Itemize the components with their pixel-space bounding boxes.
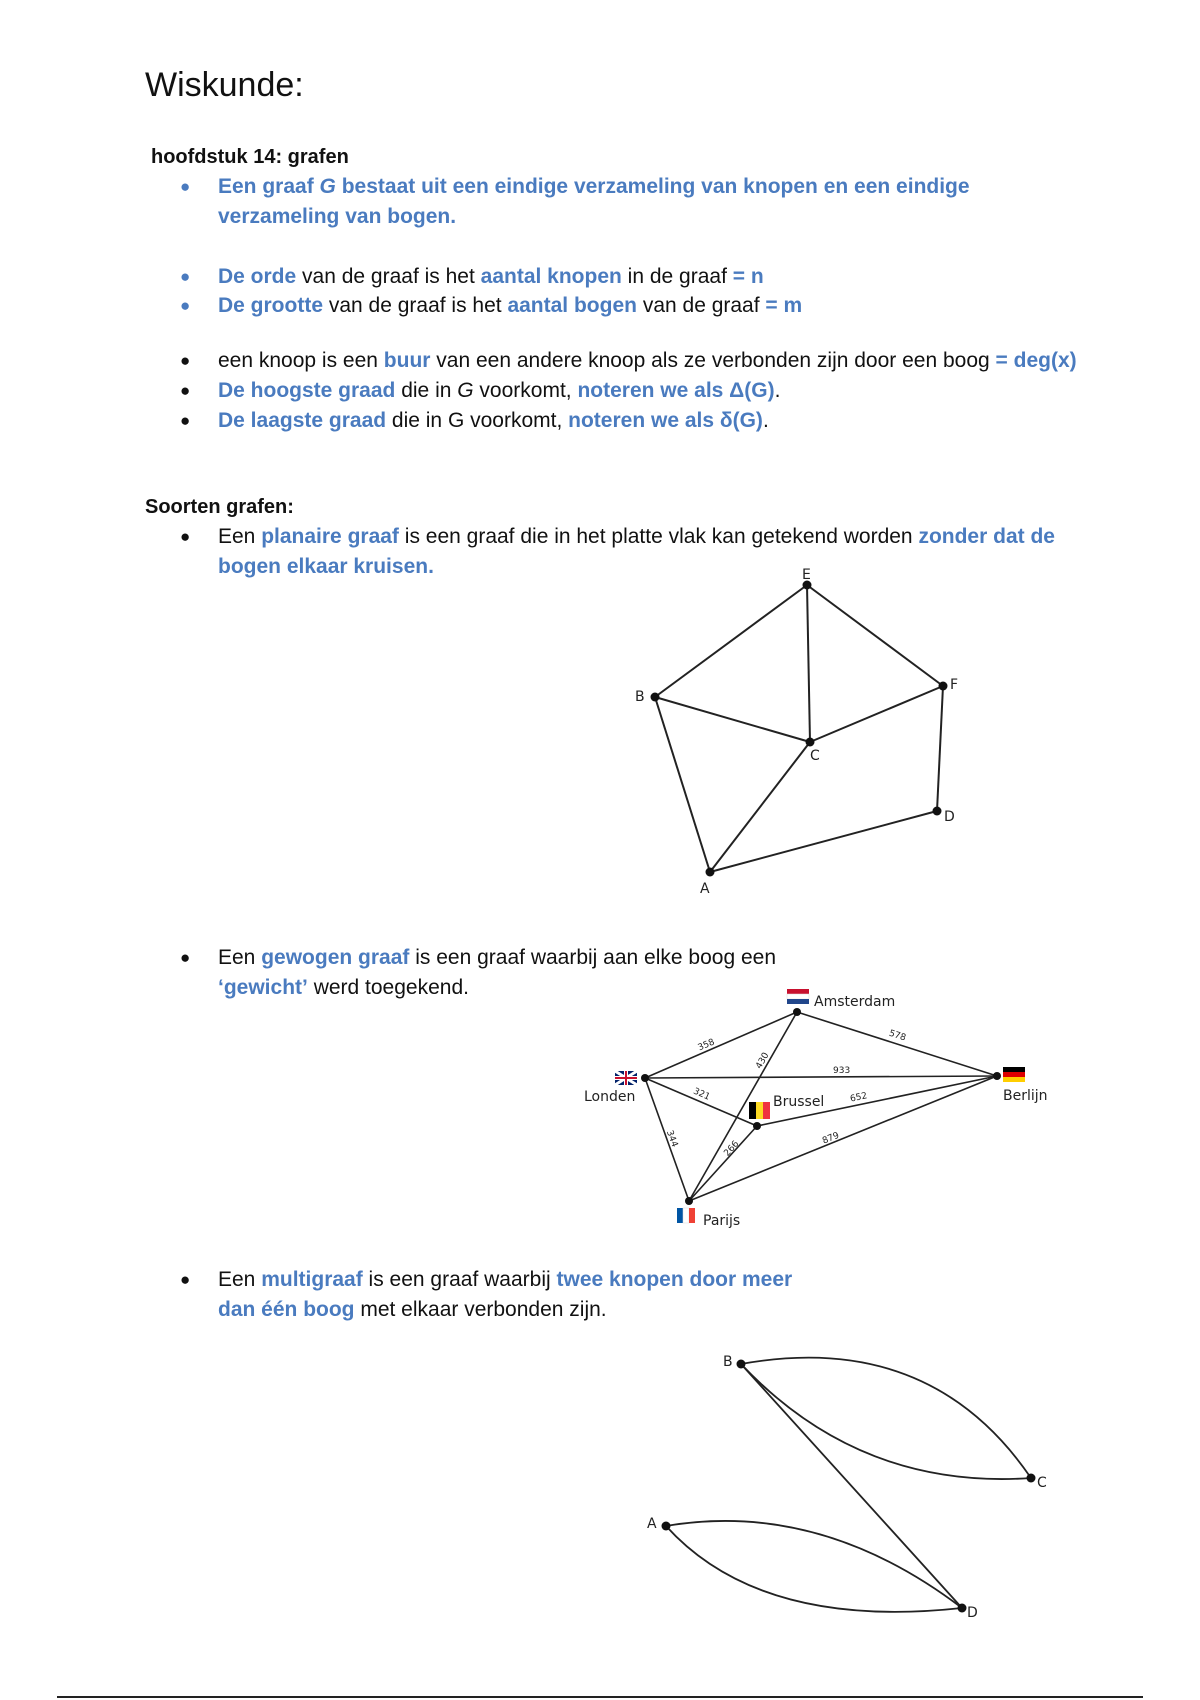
node-label-a: A	[700, 881, 710, 897]
weight-label: 321	[691, 1086, 712, 1103]
list-item: ● De grootte van de graaf is het aantal bogen van de graaf = m	[180, 291, 1080, 320]
weight-label: 652	[849, 1091, 869, 1105]
list-item: ● De orde van de graaf is het aantal knopen in de graaf = n	[180, 262, 1080, 291]
list-item: ● De hoogste graad die in G voorkomt, noteren we als Δ(G).	[180, 376, 1080, 406]
section-heading-soorten: Soorten grafen:	[145, 496, 294, 518]
node-label-e: E	[802, 567, 811, 583]
weight-label: 879	[821, 1130, 841, 1147]
list-item: ● Een multigraaf is een graaf waarbij twee knopen door meer dan één boog met elkaar verbonden zijn.	[180, 1265, 800, 1325]
edge-b-c-lower	[741, 1364, 1031, 1479]
list-item: ● Een graaf G bestaat uit een eindige verzameling van knopen en een eindige verzameling van bogen.	[180, 172, 1080, 232]
node-a	[662, 1522, 671, 1531]
bullet-icon: ●	[180, 411, 191, 430]
city-label-berlijn: Berlijn	[1003, 1088, 1048, 1104]
bullet-icon: ●	[180, 177, 191, 196]
node-label-c: C	[1037, 1475, 1047, 1491]
weight-label: 358	[696, 1037, 717, 1054]
node-label-b: B	[723, 1354, 733, 1370]
list-item: ● Een gewogen graaf is een graaf waarbij aan elke boog een ‘gewicht’ werd toegekend.	[180, 943, 800, 1003]
footer-divider	[57, 1696, 1143, 1698]
bullet-icon: ●	[180, 351, 191, 370]
weight-label: 344	[663, 1129, 680, 1149]
city-label-parijs: Parijs	[703, 1213, 741, 1229]
weight-label: 578	[887, 1028, 907, 1044]
weight-label: 933	[833, 1066, 851, 1076]
chapter-heading: hoofdstuk 14: grafen	[151, 146, 349, 168]
node-c	[1027, 1474, 1036, 1483]
node-label-d: D	[944, 809, 955, 825]
page-title: Wiskunde:	[145, 66, 304, 104]
node-label-a: A	[647, 1516, 657, 1532]
node-label-f: F	[950, 677, 959, 693]
node-b	[737, 1360, 746, 1369]
bullet-icon: ●	[180, 267, 191, 286]
node-label-b: B	[635, 689, 645, 705]
weight-label: 266	[722, 1139, 742, 1159]
node-label-d: D	[967, 1605, 978, 1621]
weight-label: 430	[754, 1051, 772, 1071]
bullet-icon: ●	[180, 1270, 191, 1289]
node-label-c: C	[810, 748, 820, 764]
list-item: ● De laagste graad die in G voorkomt, noteren we als δ(G).	[180, 406, 1080, 436]
bullet-icon: ●	[180, 296, 191, 315]
edge-b-d	[741, 1364, 962, 1608]
list-item: ● een knoop is een buur van een andere knoop als ze verbonden zijn door een boog = deg(x)	[180, 346, 1080, 376]
city-label-londen: Londen	[584, 1089, 636, 1105]
city-label-amsterdam: Amsterdam	[814, 994, 896, 1010]
bullet-icon: ●	[180, 527, 191, 546]
list-item: ● Een planaire graaf is een graaf die in het platte vlak kan getekend worden zonder dat de bogen elkaar kruisen.	[180, 522, 1060, 582]
city-label-brussel: Brussel	[773, 1094, 825, 1110]
bullet-icon: ●	[180, 948, 191, 967]
edge-a-d-lower	[666, 1526, 962, 1612]
node-d	[958, 1604, 967, 1613]
bullet-icon: ●	[180, 381, 191, 400]
